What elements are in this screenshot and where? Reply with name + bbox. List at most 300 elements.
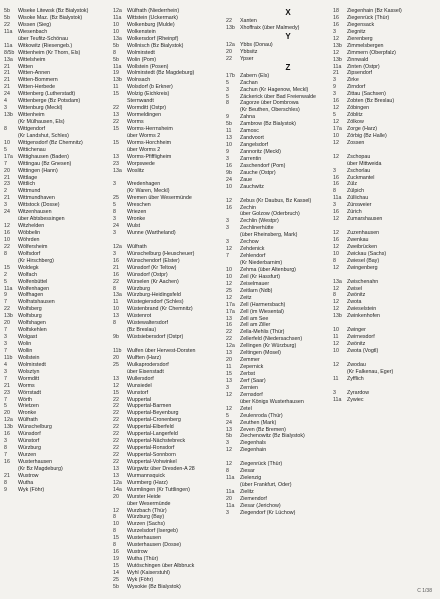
list-item [4, 209, 112, 216]
list-item [333, 292, 437, 299]
place-name: Wunstorf [127, 389, 149, 396]
list-item [113, 376, 223, 383]
district-code: 11a [226, 502, 235, 509]
district-code: 11 [333, 375, 339, 382]
district-code: 12 [333, 243, 339, 250]
place-name: Wittelsheim [18, 56, 46, 63]
district-code: 20 [4, 410, 10, 417]
list-item [113, 501, 223, 508]
place-name: Wittgensdorf (Bz Chemnitz) [18, 139, 83, 146]
place-name: Wuppertal-Sonnborn [127, 452, 176, 458]
district-code: 10 [226, 266, 232, 273]
list-item [333, 251, 437, 258]
list-item [226, 225, 330, 232]
list-item [226, 357, 330, 364]
list-item [113, 50, 223, 57]
place-name: Wolgast [18, 334, 38, 341]
list-item [226, 25, 330, 32]
list-item [4, 320, 112, 327]
list-item [4, 188, 112, 195]
district-code: 12 [226, 447, 232, 454]
list-item [333, 91, 437, 98]
place-name: Zeil (Kr Hassfurt) [240, 273, 281, 280]
list-item [226, 309, 330, 316]
page-code: C 1/38 [417, 588, 432, 594]
list-item [4, 161, 112, 168]
place-name: Zernien [240, 384, 258, 391]
list-item [113, 431, 223, 438]
list-item [113, 535, 223, 542]
place-name: Wolfach [18, 271, 38, 278]
list-item [226, 42, 330, 49]
place-name: Woldegk [18, 264, 39, 271]
district-code: 10 [113, 21, 119, 28]
list-item [113, 147, 223, 154]
place-name: Wolin [18, 341, 32, 347]
list-item [333, 397, 437, 404]
district-code: 8/5b [4, 49, 15, 56]
district-code: 16 [333, 14, 339, 21]
section-letter: Y [285, 31, 291, 41]
district-code: 16 [4, 431, 10, 438]
place-name: Zahna [240, 114, 256, 121]
place-name: Zöblitz [347, 112, 363, 119]
district-code: 22 [226, 18, 232, 24]
list-item [333, 57, 437, 64]
district-code: 16 [226, 204, 232, 211]
district-code: 22 [113, 458, 119, 465]
list-item [333, 341, 437, 348]
list-item [113, 279, 223, 286]
list-item [226, 371, 330, 378]
district-code: 11a [4, 28, 13, 35]
place-name: Zwota [347, 299, 362, 306]
district-code: 3 [4, 202, 7, 209]
place-name: Witten-Bommern [18, 77, 58, 84]
list-item [333, 334, 437, 341]
district-code: 12a [113, 8, 122, 14]
list-item [4, 112, 112, 119]
district-code: 11a [333, 63, 342, 70]
district-code: 5 [226, 79, 229, 86]
place-name: Zöbingen [347, 105, 370, 112]
place-name: Ziemendorf [240, 495, 267, 502]
district-code: 8 [4, 125, 7, 132]
place-name: Zerf (Saar) [240, 377, 266, 384]
place-name: Wiesenbach [18, 28, 48, 35]
place-name: Zwinkenhofen [347, 313, 380, 320]
place-name: Wuppertal-Beyenburg [127, 410, 179, 417]
place-name: Zell am See [240, 315, 269, 322]
district-code: 23 [113, 160, 119, 167]
place-name: Wörrstadt [18, 389, 41, 396]
list-item [226, 170, 330, 177]
list-item [226, 496, 330, 503]
list-item [226, 406, 330, 413]
list-item [113, 223, 223, 230]
list-item [333, 230, 437, 237]
district-code: 20 [4, 320, 10, 327]
district-code: 10 [333, 250, 339, 257]
list-item [333, 22, 437, 29]
list-item [113, 70, 223, 77]
list-item [4, 50, 112, 57]
district-code: 12 [333, 299, 339, 306]
place-name: Wittenberge (Bz Potsdam) [18, 98, 81, 105]
district-code: 17a [226, 308, 235, 315]
district-code: 22 [4, 306, 10, 313]
list-item [113, 22, 223, 29]
place-name: Wissen (Sieg) [18, 21, 51, 28]
list-item [4, 223, 112, 230]
district-code: 12 [226, 391, 232, 398]
place-name: über Eisenstadt [127, 368, 164, 375]
list-item [4, 43, 112, 50]
list-item [4, 459, 112, 466]
list-item [4, 126, 112, 133]
place-name: Ziegensack [347, 21, 375, 28]
district-code: 5 [226, 412, 229, 419]
district-code: 13 [226, 426, 232, 433]
list-item [113, 230, 223, 237]
list-item [4, 98, 112, 105]
list-item [4, 36, 112, 43]
place-name: Wünschendorf (Elster) [127, 257, 180, 264]
district-code: 12 [333, 49, 339, 56]
list-item [226, 100, 330, 107]
list-item [4, 147, 112, 154]
place-name: Wrietzen [18, 403, 39, 410]
list-item [113, 216, 223, 223]
district-code: 5 [113, 202, 116, 209]
column-4 [333, 8, 437, 403]
list-item [226, 218, 330, 225]
place-name: Worms-Horchheim [127, 139, 172, 146]
list-item [113, 64, 223, 71]
place-name: Zipsendorf [347, 70, 373, 77]
list-item [333, 119, 437, 126]
district-code: 8 [4, 479, 7, 486]
district-code: 24 [226, 419, 232, 426]
list-item [333, 369, 437, 376]
place-name: Zyrardow [347, 389, 370, 396]
place-name: Zinnwald [347, 56, 369, 63]
district-code: 20 [4, 167, 10, 174]
place-name: Zetel [240, 405, 252, 412]
place-name: Wusterhausen [127, 535, 162, 542]
list-item [4, 341, 112, 348]
district-code: 11a [4, 285, 13, 292]
list-item [226, 128, 330, 135]
list-item [4, 154, 112, 161]
list-item [333, 126, 437, 133]
list-item [113, 417, 223, 424]
place-name: Zwickau (Sachs) [347, 250, 387, 257]
place-name: über Teufitz-Schönau [18, 35, 68, 42]
list-item [333, 161, 437, 168]
district-code: 7 [4, 327, 7, 334]
district-code: 4 [4, 361, 7, 368]
place-name: Wronke [18, 410, 37, 417]
place-name: Zechlin (Westpr) [240, 218, 279, 225]
list-item [113, 161, 223, 168]
list-item [333, 376, 437, 383]
place-name: Wülfrath [18, 417, 38, 424]
district-code: 8 [226, 100, 229, 107]
district-code: 3 [113, 181, 116, 188]
district-code: 14 [113, 569, 119, 576]
list-item [226, 177, 330, 184]
list-item [333, 105, 437, 112]
list-item [4, 230, 112, 237]
district-code: 16 [333, 209, 339, 216]
list-item [4, 299, 112, 306]
district-code: 16 [113, 271, 119, 278]
district-code: 9 [4, 486, 7, 493]
place-name: Wüstenrot [127, 313, 152, 320]
list-item [113, 181, 223, 188]
district-code: 13a [4, 56, 13, 63]
list-item [4, 195, 112, 202]
list-item [333, 327, 437, 334]
place-name: Zwota (Vogtl) [347, 347, 379, 354]
district-code: 3 [4, 438, 7, 445]
list-item [226, 288, 330, 295]
place-name: Zwingenberg [347, 264, 378, 271]
list-item [113, 452, 223, 459]
district-code: 15 [113, 563, 119, 569]
list-item [4, 175, 112, 182]
place-name: Wittichenau [18, 146, 46, 153]
district-code: 5 [4, 278, 7, 285]
place-name: Witkowitz (Riesengeb.) [18, 42, 73, 49]
district-code: 20 [226, 495, 232, 502]
list-item [113, 57, 223, 64]
place-name: Zirke [347, 77, 359, 84]
list-item [333, 64, 437, 71]
district-code: 12 [333, 361, 339, 368]
list-item [113, 570, 223, 577]
place-name: Ziesar [240, 468, 255, 475]
district-code: 13a [113, 292, 122, 299]
list-item [113, 556, 223, 563]
district-code: 9 [226, 114, 229, 121]
list-item [333, 320, 437, 327]
place-name: Zörbig (Bz Halle) [347, 132, 387, 139]
list-item [4, 397, 112, 404]
district-code: 9b [226, 169, 232, 176]
place-name: Wolfenbüttel [18, 278, 48, 285]
list-item [113, 292, 223, 299]
place-name: Wunsiedel [127, 382, 152, 389]
district-code: 15 [4, 264, 10, 271]
list-item [113, 306, 223, 313]
place-name: Wüstewaltersdorf [127, 320, 168, 327]
list-item [4, 168, 112, 175]
list-item [226, 246, 330, 253]
list-item [226, 191, 330, 198]
list-item [113, 459, 223, 466]
place-name: Wolkersdorf (Rheinpf) [127, 35, 179, 42]
place-name: Zwönitz [347, 292, 366, 299]
district-code: 10 [226, 183, 232, 190]
place-name: über Worms 2 [127, 132, 161, 139]
district-code: 13 [113, 313, 119, 320]
district-code: 18 [333, 8, 339, 14]
district-code: 8 [113, 514, 116, 521]
list-item [226, 482, 330, 489]
place-name: Wittgendorf [18, 125, 46, 132]
place-name: Wittlich [18, 181, 36, 188]
district-code: 8 [333, 292, 336, 299]
place-name: Wünstorf [18, 438, 40, 445]
district-code: 20 [113, 493, 119, 500]
list-item [333, 362, 437, 369]
list-item [226, 142, 330, 149]
list-item [113, 154, 223, 161]
place-name: Wittmund [18, 188, 41, 195]
list-item [226, 420, 330, 427]
place-name: Zauchwitz [240, 183, 264, 190]
place-name: Wöhrden [18, 236, 40, 243]
district-code: 11 [113, 299, 119, 306]
place-name: Wyk (Föhr) [18, 486, 45, 493]
list-item [333, 168, 437, 175]
list-item [4, 424, 112, 431]
district-code: 22 [226, 329, 232, 336]
place-name: Wolmirstedt [18, 361, 46, 368]
place-name: Witten-Annen [18, 70, 51, 77]
list-item [4, 410, 112, 417]
district-code: 8 [113, 542, 116, 549]
district-code: 3 [226, 225, 229, 232]
place-name: Zülz [347, 181, 358, 188]
district-code: 23 [4, 181, 10, 188]
list-item [113, 119, 223, 126]
district-code: 7 [4, 347, 7, 354]
place-name: Worpswede [127, 160, 155, 167]
list-item [333, 133, 437, 140]
list-item [226, 94, 330, 101]
list-item [113, 355, 223, 362]
list-item [226, 468, 330, 475]
place-name: Zwirnesdorf [347, 334, 375, 341]
place-name: Wronke [127, 216, 146, 223]
district-code: 19 [113, 556, 119, 563]
district-code: 11a [226, 488, 235, 495]
place-name: Zaschendorf (Pom) [240, 162, 286, 169]
list-item [333, 36, 437, 43]
place-name: Zandvoort [240, 135, 264, 142]
list-item [113, 521, 223, 528]
place-name: Wünschelburg [18, 424, 52, 431]
district-code: 5b [226, 121, 232, 128]
place-name: Wullersdorf [127, 375, 154, 382]
district-code: 11 [113, 84, 119, 91]
district-code: 7 [4, 160, 7, 167]
district-code: 13 [113, 472, 119, 479]
district-code: 21 [4, 70, 10, 77]
district-code: 17a [4, 153, 13, 160]
list-item [113, 473, 223, 480]
district-code: 22 [226, 336, 232, 343]
list-item [4, 480, 112, 487]
district-code: 24 [113, 223, 119, 230]
district-code: 3 [226, 218, 229, 225]
district-code: 16 [4, 230, 10, 236]
list-item [333, 15, 437, 22]
list-item [333, 265, 437, 272]
place-name: Wünsdorf (Ostpr) [127, 271, 168, 278]
district-code: 12 [113, 382, 119, 389]
place-name: Witten-Herbede [18, 84, 56, 91]
list-item [113, 244, 223, 251]
place-name: Zünsweier [347, 202, 372, 209]
place-name: Wutha (Thür) [127, 556, 159, 563]
place-name: über Wesermünde [127, 500, 171, 507]
list-item [226, 316, 330, 323]
list-item [333, 355, 437, 362]
list-item [333, 202, 437, 209]
place-name: Zechin [240, 204, 256, 211]
district-code: 8 [4, 250, 7, 257]
district-code: 5 [4, 146, 7, 153]
place-name: Wuppertal-Elberfeld [127, 424, 174, 431]
column-1 [4, 8, 112, 494]
list-item [113, 403, 223, 410]
district-code: 11 [226, 364, 232, 371]
district-code: 22 [4, 243, 10, 250]
list-item [113, 29, 223, 36]
place-name: Wolfhagen [18, 292, 44, 299]
place-name: Witten [18, 63, 34, 70]
place-name: Ziegenrück (Thür) [347, 14, 390, 21]
place-name: Wolfsburg [18, 313, 42, 320]
district-code: 7 [226, 253, 229, 260]
list-item [113, 84, 223, 91]
list-item [226, 205, 330, 212]
district-code: 22 [113, 445, 119, 452]
place-name: Wurzbach (Thür) [127, 507, 167, 514]
district-code: 22 [113, 417, 119, 424]
section-letter: X [285, 8, 291, 17]
place-name: Wünsdorf (Kr Teltow) [127, 264, 177, 271]
place-name: Zell am Ziller [240, 322, 271, 329]
place-name: Würzburg-Heidingsfeld [127, 292, 181, 299]
district-code: 5 [226, 93, 229, 100]
list-item [333, 258, 437, 265]
place-name: Wolin (Pom) [127, 56, 157, 63]
district-code: 21 [4, 84, 10, 91]
place-name: Wustrow [18, 472, 39, 479]
district-code: 4 [4, 98, 7, 105]
place-name: Wuppertal-Ronsdorf [127, 445, 175, 452]
place-name: Wolfskehlen [18, 327, 47, 334]
place-name: Zehma (über Altenburg) [240, 266, 296, 273]
place-name: Zeuthen (Mark) [240, 419, 277, 426]
place-name: Zamosc [240, 128, 259, 135]
place-name: Wüstenbrand (Kr Chemnitz) [127, 306, 193, 313]
district-code: 13 [113, 112, 119, 119]
district-code: 13b [4, 424, 13, 431]
list-item [4, 251, 112, 258]
district-code: 12 [333, 285, 339, 292]
list-item [113, 265, 223, 272]
district-code: 13 [226, 350, 232, 357]
list-item [333, 237, 437, 244]
district-code: 3 [333, 202, 336, 209]
place-name: Wolmirstedt [127, 49, 155, 56]
